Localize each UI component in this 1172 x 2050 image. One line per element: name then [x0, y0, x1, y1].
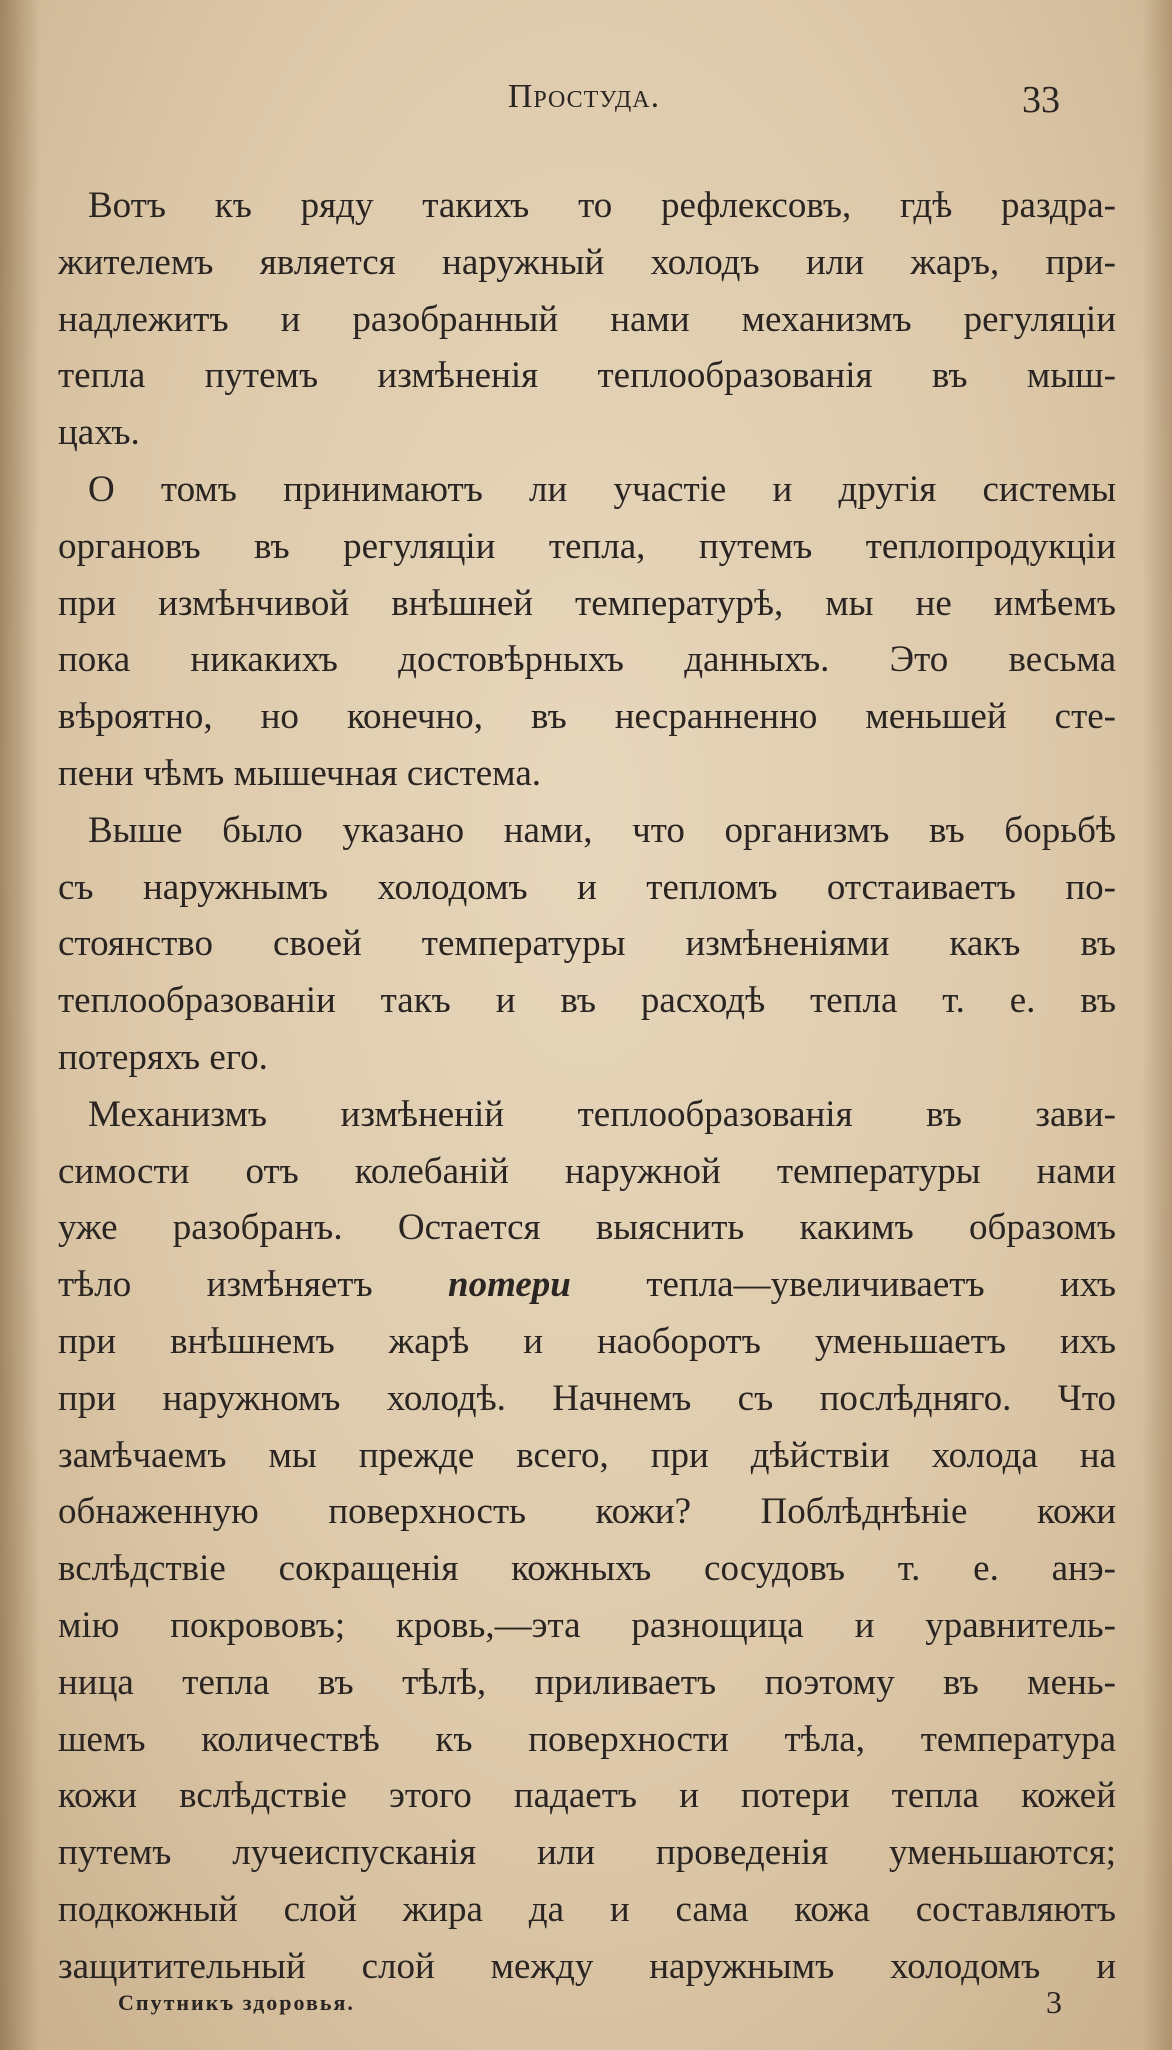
text-line: цахъ.: [58, 412, 140, 454]
text-line: Выше было указано нами, что организмъ въ борьбѣ: [88, 809, 1116, 851]
text-line: путемъ лучеиспусканiя или проведенiя уменьшаются;: [58, 1832, 1116, 1874]
text-line: тепла путемъ измѣненiя теплообразованiя въ мыш-: [58, 355, 1116, 397]
text-line: кожи вслѣдствiе этого падаетъ и потери тепла кожей: [58, 1775, 1116, 1817]
page-number: 33: [1022, 79, 1060, 121]
text-line: пока никакихъ достовѣрныхъ данныхъ. Это весьма: [58, 639, 1116, 681]
text-line: надлежитъ и разобранный нами механизмъ регуляцiи: [58, 298, 1116, 340]
text-line: при измѣнчивой внѣшней температурѣ, мы не имѣемъ: [58, 582, 1116, 624]
text-segment: тепла—увеличиваетъ ихъ: [646, 1264, 1116, 1306]
emphasized-word: потери: [448, 1264, 571, 1306]
text-line: вслѣдствiе сокращенiя кожныхъ сосудовъ т. е. анэ-: [58, 1548, 1116, 1590]
page-footer: [118, 1984, 1112, 2030]
sheet-mark: 3: [1046, 1984, 1062, 2020]
text-line: жителемъ является наружный холодъ или жаръ, при-: [58, 241, 1116, 283]
text-line: симости отъ колебанiй наружной температуры нами: [58, 1150, 1116, 1192]
text-segment: тѣло измѣняетъ: [58, 1264, 373, 1306]
text-line: ница тепла въ тѣлѣ, приливаетъ поэтому въ мень-: [58, 1661, 1116, 1703]
text-line: теплообразованiи такъ и въ расходѣ тепла т. е. въ: [58, 980, 1116, 1022]
body-text: [58, 178, 1116, 1996]
page-header: [58, 78, 1110, 128]
text-line: вѣроятно, но конечно, въ несранненно меньшей сте-: [58, 696, 1116, 738]
text-line: при внѣшнемъ жарѣ и наоборотъ уменьшаетъ ихъ: [58, 1320, 1116, 1362]
text-line: при наружномъ холодѣ. Начнемъ съ послѣдняго. Что: [58, 1377, 1116, 1419]
text-line: Механизмъ измѣненiй теплообразованiя въ зави-: [88, 1093, 1116, 1135]
text-line: Вотъ къ ряду такихъ то рефлексовъ, гдѣ раздра-: [88, 185, 1116, 226]
text-line: съ наружнымъ холодомъ и тепломъ отстаиваетъ по-: [58, 866, 1116, 908]
text-line: О томъ принимаютъ ли участiе и другiя системы: [88, 468, 1116, 510]
printer-signature: Спутникъ здоровья.: [118, 1990, 355, 2015]
text-line: органовъ въ регуляцiи тепла, путемъ теплопродукцiи: [58, 525, 1116, 567]
text-line: защитительный слой между наружнымъ холодомъ и: [58, 1945, 1116, 1987]
text-line: замѣчаемъ мы прежде всего, при дѣйствiи холода на: [58, 1434, 1116, 1476]
text-line: пени чѣмъ мышечная система.: [58, 752, 542, 794]
text-line-with-emphasis: [58, 1257, 1116, 1314]
text-line: потеряхъ его.: [58, 1036, 268, 1078]
text-line: шемъ количествѣ къ поверхности тѣла, температура: [58, 1718, 1116, 1760]
text-line: обнаженную поверхность кожи? Поблѣднѣнiе кожи: [58, 1491, 1116, 1533]
running-title: Простуда.: [507, 78, 661, 115]
text-line: уже разобранъ. Остается выяснить какимъ образомъ: [58, 1207, 1116, 1249]
text-line: мiю покрововъ; кровь,—эта разнощица и уравнитель-: [58, 1604, 1116, 1646]
text-line: подкожный слой жира да и сама кожа составляютъ: [58, 1888, 1116, 1930]
text-line: стоянство своей температуры измѣненiями какъ въ: [58, 923, 1116, 965]
